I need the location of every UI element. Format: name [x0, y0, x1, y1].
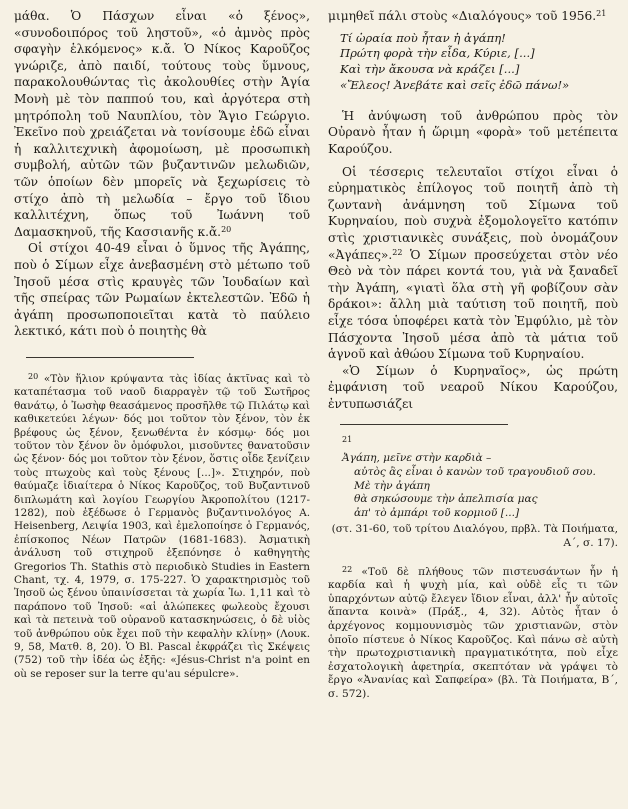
footnote-22-number: 22	[342, 564, 353, 574]
footnote-20	[14, 370, 310, 681]
footnote-separator-left	[26, 357, 194, 358]
footnote-ref-22[interactable]: 22	[392, 247, 403, 257]
footnote-separator-right	[340, 424, 508, 425]
footnote-22-text: «Τοῦ δὲ πλήθους τῶν πιστευσάντων ἦν ἡ καρδία καὶ ἡ ψυχὴ μία, καὶ οὐδὲ εἷς τι τῶν ὑπαρχόντων αὐτῷ ἔλεγεν ἴδιον εἶναι, ἀλλ' ἦν αὐτοῖς ἅπαντα κοινὰ» (Πράξ., 4, 32). Αὐτὸς ἦταν ὁ ἀρχέγονος κομμουνισμὸς τῶν χριστιανῶν, στὸν ὁποῖο πίστευε ὁ Νίκος Καροῦζος. Καὶ πάνω σὲ αὐτὴ τὴν πρωτοχριστιανικὴ πραγματικότητα, ποὺ εἶχε ἐσχατολογικὴ ἀφετηρία, σκεπτόταν νὰ γράψει τὸ ἔργο «Ἀνανίας καὶ Σαπφείρα» (βλ. Τὰ Ποιήματα, Β΄, σ. 572).	[328, 565, 618, 700]
footnote-poem-line: Ἀγάπη, μεῖνε στὴν καρδιὰ –	[342, 452, 492, 465]
right-paragraph-1: Ἡ ἀνύψωση τοῦ ἀνθρώπου πρὸς τὸν Οὐρανὸ ἦταν ἡ ὥριμη «φορὰ» τοῦ μετέπειτα Καρούζου.	[328, 108, 618, 156]
right-intro-line: μιμηθεῖ πάλι στοὺς «Διαλόγους» τοῦ 1956.21	[328, 9, 607, 23]
footnote-ref-20[interactable]: 20	[221, 224, 232, 234]
footnote-21-header	[328, 433, 618, 450]
poem-line: «Ἔλεος! Ἀνεβάτε καὶ σεῖς ἐδῶ πάνω!»	[340, 77, 570, 92]
right-column	[328, 8, 618, 702]
poem-line: Πρώτη φορὰ τὴν εἶδα, Κύριε, [...]	[340, 46, 535, 61]
footnote-poem-line: θὰ σηκώσουμε τὴν ἀπελπισία μας	[354, 493, 538, 506]
poem-line: Καὶ τὴν ἄκουσα νὰ κράζει [...]	[340, 62, 520, 77]
right-paragraph-3: «Ὁ Σίμων ὁ Κυρηναῖος», ὡς πρώτη ἐμφάνιση τοῦ νεαροῦ Νίκου Καρούζου, ἐντυπωσιάζει	[328, 363, 618, 411]
left-paragraph-2: Οἱ στίχοι 40-49 εἶναι ὁ ὕμνος τῆς Ἀγάπης, ποὺ ὁ Σίμων εἶχε ἀνεβασμένη στὸ μέτωπο τοῦ Ἰησοῦ μέσα στὶς κραυγὲς τῶν Ἰουδαίων καὶ τῆς σπείρας τῶν Ρωμαίων ἐκτελεστῶν. Ἐδῶ ἡ ἀγάπη προσωποποιεῖται κατὰ τὸ παύλειο λεκτικό, κάτι ποὺ ὁ ποιητὴς θὰ	[14, 241, 310, 339]
right-paragraph-2: Οἱ τέσσερις τελευταῖοι στίχοι εἶναι ὁ εὐρηματικὸς ἐπίλογος τοῦ ποιητῆ ἀπὸ τὴ ζωντανὴ ἀνάμνηση τοῦ Σίμωνα τοῦ Κυρηναίου, ποὺ συχνὰ ἐξομολογεῖτο κατόπιν στὶς χριστιανικὲς συνάξεις, ποὺ ὀνομάζουν «Ἀγάπες».$^{22}$ Ὁ Σίμων προσεύχεται στὸν νέο Θεὸ νὰ τὸν πάρει κοντά του, γιὰ νὰ ξαναδεῖ τὴν Ἀγάπη, «γιατὶ ὅλα στὴ γῆ φοβίζουν σὰν δράκοι»: ἄλλη μιὰ ταύτιση τοῦ ποιητῆ, ποὺ εἶχε τόσα ὑποφέρει κατὰ τὸν Ἐμφύλιο, μὲ τὸν Πάσχοντα Ἰησοῦ μέσα ἀπὸ τὰ μάτια τοῦ ἁγνοῦ καὶ ἀθώου Σίμωνα τοῦ Κυρηναίου.	[328, 164, 619, 362]
footnote-poem-line: αὐτὸς ἂς εἶναι ὁ κανὼν τοῦ τραγουδιοῦ σου.	[354, 465, 596, 478]
poem-excerpt	[328, 31, 618, 94]
footnote-20-number: 20	[28, 371, 39, 381]
footnote-ref-21[interactable]: 21	[596, 9, 607, 18]
footnote-21-poem	[328, 452, 618, 521]
footnote-20-text: «Τὸν ἥλιον κρύψαντα τὰς ἰδίας ἀκτῖνας καὶ τὸ καταπέτασμα τοῦ ναοῦ διαρραγὲν τῷ τοῦ Σωτῆρος θανάτῳ, ὁ Ἰωσὴφ θεασάμενος προσῆλθε τῷ Πιλάτῳ καὶ καθικετεύει λέγων· δός μοι τοῦτον τὸν ξένον, τὸν ἐκ βρέφους ὡς ξένον, ξενωθέντα ἐν κόσμῳ· δός μοι τοῦτον τὸν ξένον ὃν ὁμόφυλοι, μισοῦντες θανατοῦσιν ὡς ξένον· δός μοι τοῦτον τὸν ξένον, ὅστις οἶδε ξενίζειν τοὺς πτωχοὺς καὶ τοὺς ξένους [...]». Στιχηρόν, ποὺ θαύμαζε ἰδιαίτερα ὁ Νίκος Καροῦζος, τοῦ Βυζαντινοῦ διπλωμάτη καὶ λογίου Γεωργίου Ἀκροπολίτου (1217-1282), ποὺ ἐξέδωσε ὁ Γερμανὸς βυζαντινολόγος A. Heisenberg, Λειψία 1903, καὶ ἐμελοποίησε ὁ Γερμανός, ἐπίσκοπος Νέων Πατρῶν (1681-1683). Ἀσματικὴ ἀνάλυση τοῦ στιχηροῦ ἐξεπόνησε ὁ καθηγητὴς Gregorios Th. Stathis στὸ περιοδικὸ Studies in Eastern Chant, τχ. 4, 1979, σ. 175-227. Ὁ χαρακτηρισμὸς τοῦ Ἰησοῦ ὡς ξένου ὑπαινίσσεται τὰ χωρία Ἰω. 1,11 καὶ τὸ παράπονο τοῦ Ἰησοῦ: «αἱ ἀλώπεκες φωλεοὺς ἔχουσι καὶ τὰ πετεινὰ τοῦ οὐρανοῦ κατασκηνώσεις, ὁ δὲ υἱὸς τοῦ ἀνθρώπου οὐκ ἔχει ποῦ τὴν κεφαλὴν κλίνῃ» (Λουκ. 9, 58, Ματθ. 8, 20). Ὁ Bl. Pascal ἐκφράζει τὶς Σκέψεις (752) τοῦ τὴν ἰδέα ὡς ἐξῆς: «Jésus-Christ n'a point en où se reposer sur la terre qu'au sépulcre».	[14, 372, 310, 680]
left-paragraph-1: μάθα. Ὁ Πάσχων εἶναι «ὁ ξένος», «συνοδοιπόρος τοῦ ληστοῦ», «ὁ ἀμνὸς πρὸς σφαγὴν ἑλκόμενος» κ.ἄ. Ὁ Νίκος Καροῦζος γνώριζε, ἀπὸ παιδί, τούτους τοὺς ὕμνους, παρακολουθώντας τὶς ἀκολουθίες στὴν Ἁγία Μονὴ μὲ τὸν παππού του, καὶ ἀργότερα στὴ μητρόπολη τοῦ Ναυπλίου, τὸν Ἅγιο Γεώργιο. Ἐκεῖνο ποὺ χρειάζεται νὰ τονίσουμε ἐδῶ εἶναι ἡ καλλιτεχνικὴ ἀφομοίωση, μὲ προσωπικὴ συμβολή, αὐτῶν τῶν βυζαντινῶν μελωδιῶν, τῶν ὁποίων δὲν μπορεῖς νὰ ξεχωρίσεις τὸ στίχο ἀπὸ τὴ μελωδία – ἔργο τοῦ ἴδιου καλλιτέχνη, ὅπως τοῦ Ἰωάννη τοῦ Δαμασκηνοῦ, τῆς Κασσιανῆς κ.ἄ.$^{20}$	[14, 9, 310, 239]
poem-line: Τί ὡραία ποὺ ἦταν ἡ ἀγάπη!	[340, 30, 506, 45]
footnote-poem-line: Μὲ τὴν ἀγάπη	[354, 479, 430, 492]
footnote-21-number: 21	[342, 435, 353, 445]
left-column	[14, 8, 310, 681]
footnote-21-citation: (στ. 31-60, τοῦ τρίτου Διαλόγου, πρβλ. Τὰ Ποιήματα, Α΄, σ. 17).	[331, 523, 618, 549]
footnote-22	[328, 563, 618, 702]
footnote-poem-line: ἀπ' τὸ ἀμπάρι τοῦ κορμιοῦ [...]	[354, 507, 520, 520]
